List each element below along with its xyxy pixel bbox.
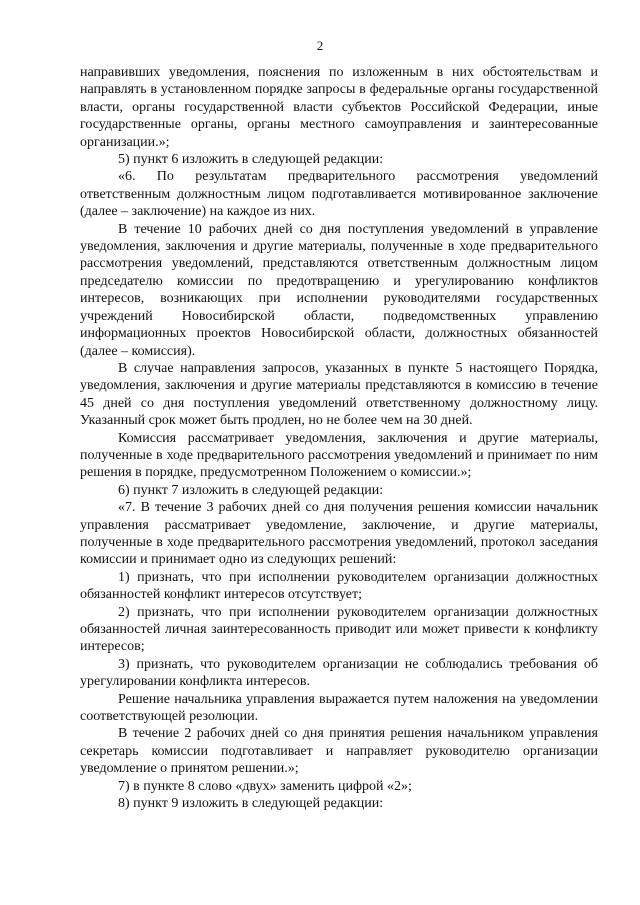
paragraph-resolution: Решение начальника управления выражается путем наложения на уведомлении соответствующей резолюции.	[80, 691, 598, 725]
paragraph-item-6: 6) пункт 7 изложить в следующей редакции:	[118, 482, 384, 498]
paragraph-decision-3: 3) признать, что руководителем организации не соблюдались требования об урегулировании конфликта интересов.	[80, 656, 598, 690]
paragraph-clause-6-requests: В случае направления запросов, указанных в пункте 5 настоящего Порядка, уведомления, заключения и другие материалы представляются в комиссию в течение 45 дней со дня поступления уведомлений ответственному должностному лицу. Указанный срок может быть продлен, но не более чем на 30 дней.	[80, 360, 598, 429]
paragraph-clause-6-commission: Комиссия рассматривает уведомления, заключения и другие материалы, полученные в ходе предварительного рассмотрения уведомлений и принимает по ним решения в порядке, предусмотренном Положением о комиссии.»;	[80, 430, 598, 481]
paragraph-decision-2: 2) признать, что при исполнении руководителем организации должностных обязанностей личная заинтересованность приводит или может привести к конфликту интересов;	[80, 604, 598, 655]
paragraph-item-5: 5) пункт 6 изложить в следующей редакции:	[118, 152, 384, 168]
paragraph-continuation: направивших уведомления, пояснения по изложенным в них обстоятельствам и направлять в установленном порядке запросы в федеральные органы государственной власти, органы государственной власти субъектов Российской Федерации, иные государственные органы, органы местного самоуправления и заинтересованные организации.»;	[80, 65, 598, 150]
paragraph-decision-1: 1) признать, что при исполнении руководителем организации должностных обязанностей конфликт интересов отсутствует;	[80, 569, 598, 603]
document-body	[80, 64, 598, 812]
paragraph-item-8: 8) пункт 9 изложить в следующей редакции:	[118, 796, 384, 812]
paragraph-clause-6: «6. По результатам предварительного рассмотрения уведомлений ответственным должностным лицом подготавливается мотивированное заключение (далее – заключение) на каждое из них.	[80, 169, 598, 220]
page-number: 2	[316, 38, 324, 53]
paragraph-item-7: 7) в пункте 8 слово «двух» заменить цифрой «2»;	[118, 778, 412, 794]
paragraph-notification: В течение 2 рабочих дней со дня принятия решения начальником управления секретарь комиссии подготавливает и направляет руководителю организации уведомление о принятом решении.»;	[80, 726, 598, 777]
paragraph-clause-6-deadline: В течение 10 рабочих дней со дня поступления уведомлений в управление уведомления, заключения и другие материалы, полученные в ходе предварительного рассмотрения уведомлений, представляются ответственным должностным лицом председателю комиссии по предотвращению и урегулированию конфликтов интересов, возникающих при исполнении руководителями государственных учреждений Новосибирской области, подведомственных управлению информационных проектов Новосибирской области, должностных обязанностей (далее – комиссия).	[80, 221, 598, 359]
paragraph-clause-7: «7. В течение 3 рабочих дней со дня получения решения комиссии начальник управления рассматривает уведомление, заключение, и другие материалы, полученные в ходе предварительного рассмотрения уведомлений, протокол заседания комиссии и принимает одно из следующих решений:	[80, 500, 598, 568]
